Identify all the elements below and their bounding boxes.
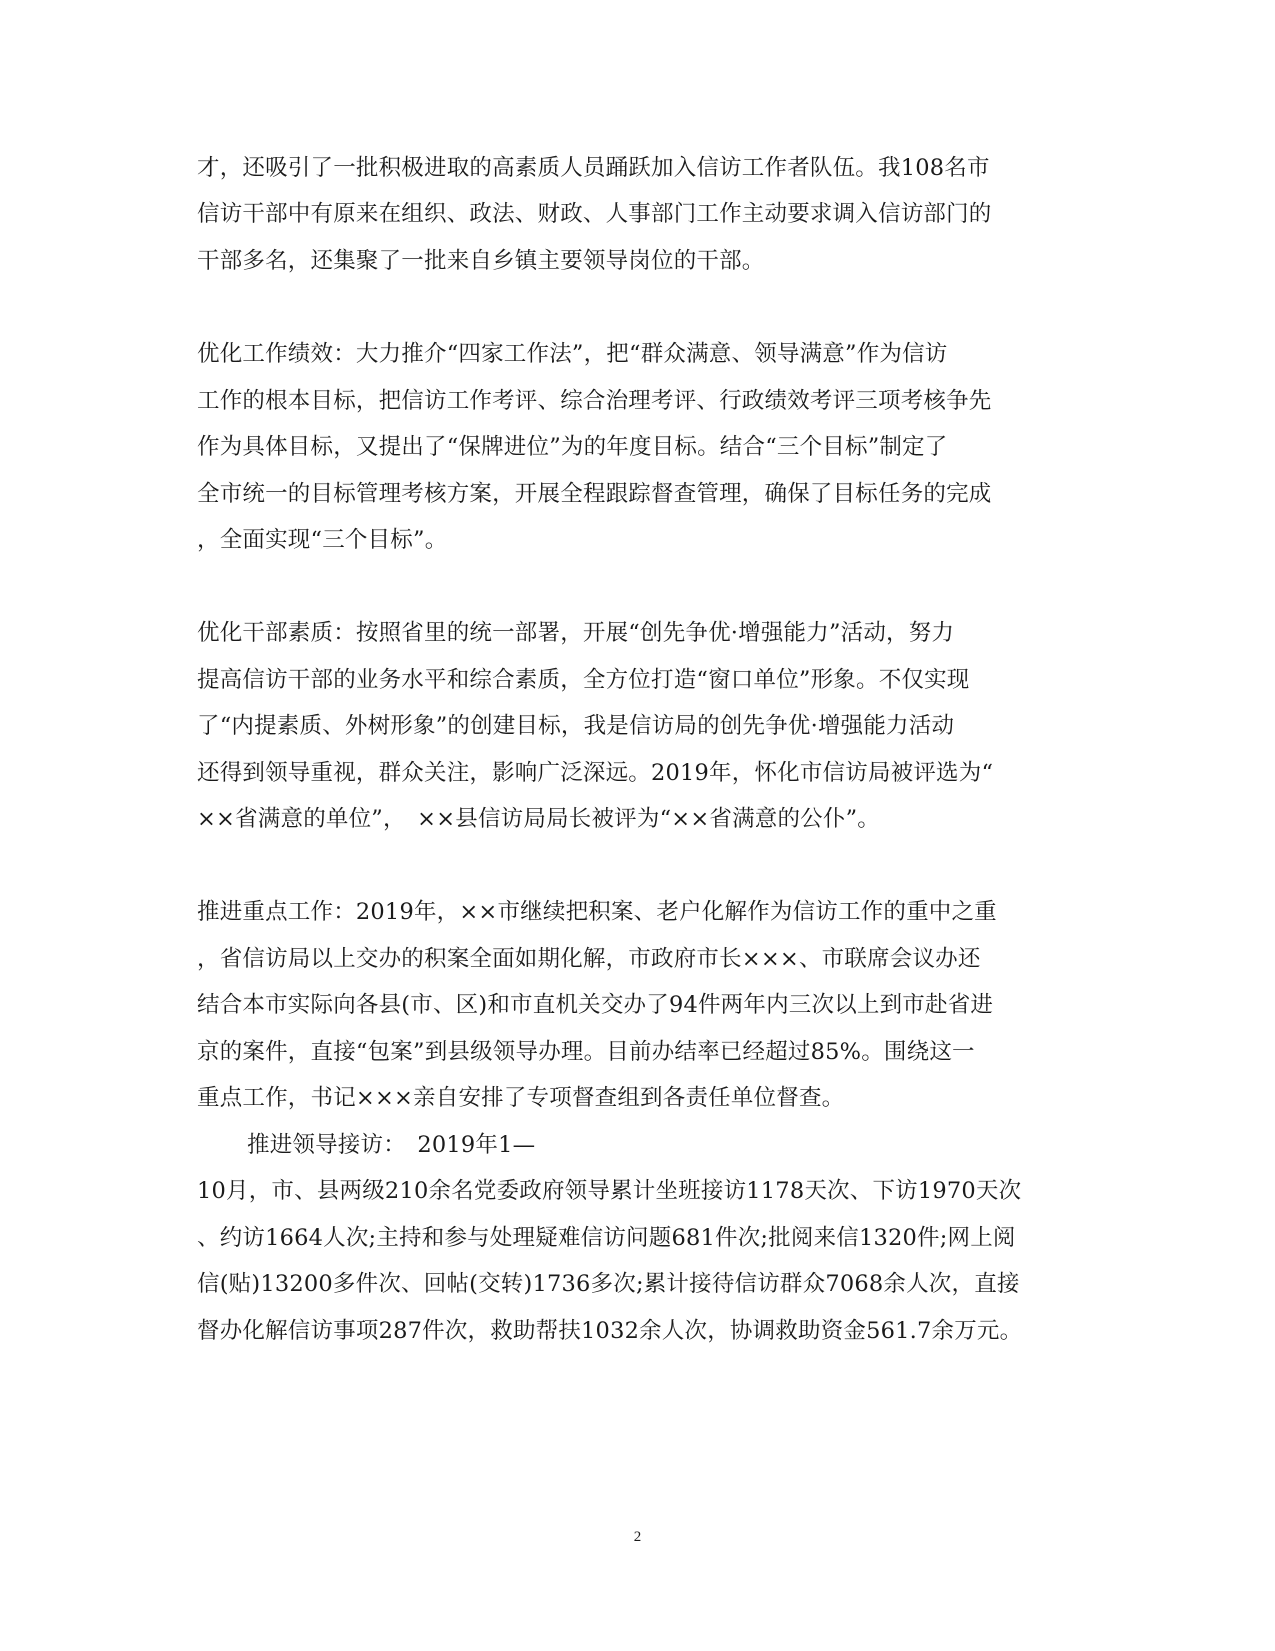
text-line: 推进重点工作：2019年，××市继续把积案、老户化解作为信访工作的重中之重 (197, 899, 997, 925)
text-line: 10月，市、县两级210余名党委政府领导累计坐班接访1178天次、下访1970天次 (197, 1178, 1022, 1204)
text-line: ××省满意的单位”， ××县信访局局长被评为“××省满意的公仆”。 (197, 806, 880, 832)
text-line: 提高信访干部的业务水平和综合素质，全方位打造“窗口单位”形象。不仅实现 (197, 667, 970, 693)
text-line: 了“内提素质、外树形象”的创建目标，我是信访局的创先争优·增强能力活动 (197, 713, 955, 739)
text-line: 干部多名，还集聚了一批来自乡镇主要领导岗位的干部。 (197, 248, 765, 274)
text-line: 全市统一的目标管理考核方案，开展全程跟踪督查管理，确保了目标任务的完成 (197, 481, 992, 507)
text-line: 还得到领导重视，群众关注，影响广泛深远。2019年，怀化市信访局被评选为“ (197, 760, 994, 786)
text-line: 、约访1664人次;主持和参与处理疑难信访问题681件次;批阅来信1320件;网上阅 (197, 1225, 1016, 1251)
text-line: 重点工作，书记×××亲自安排了专项督查组到各责任单位督查。 (197, 1085, 845, 1111)
text-line: 推进领导接访： 2019年1— (247, 1132, 536, 1158)
text-line: 督办化解信访事项287件次，救助帮扶1032余人次，协调救助资金561.7余万元。 (197, 1318, 1023, 1344)
text-line: 信访干部中有原来在组织、政法、财政、人事部门工作主动要求调入信访部门的 (197, 201, 992, 227)
text-line: ，省信访局以上交办的积案全面如期化解，市政府市长×××、市联席会议办还 (197, 946, 981, 972)
text-line: 京的案件，直接“包案”到县级领导办理。目前办结率已经超过85%。围绕这一 (197, 1039, 975, 1065)
text-line: 优化干部素质：按照省里的统一部署，开展“创先争优·增强能力”活动，努力 (197, 620, 955, 646)
text-line: 才，还吸引了一批积极进取的高素质人员踊跃加入信访工作者队伍。我108名市 (197, 155, 990, 181)
text-line: ，全面实现“三个目标”。 (197, 527, 448, 553)
text-line: 作为具体目标，又提出了“保牌进位”为的年度目标。结合“三个目标”制定了 (197, 434, 948, 460)
text-line: 工作的根本目标，把信访工作考评、综合治理考评、行政绩效考评三项考核争先 (197, 388, 992, 414)
text-line: 信(贴)13200多件次、回帖(交转)1736多次;累计接待信访群众7068余人次，直接 (197, 1271, 1020, 1297)
page-number: 2 (633, 1529, 642, 1545)
text-line: 结合本市实际向各县(市、区)和市直机关交办了94件两年内三次以上到市赴省进 (197, 992, 994, 1018)
text-line: 优化工作绩效：大力推介“四家工作法”，把“群众满意、领导满意”作为信访 (197, 341, 948, 367)
